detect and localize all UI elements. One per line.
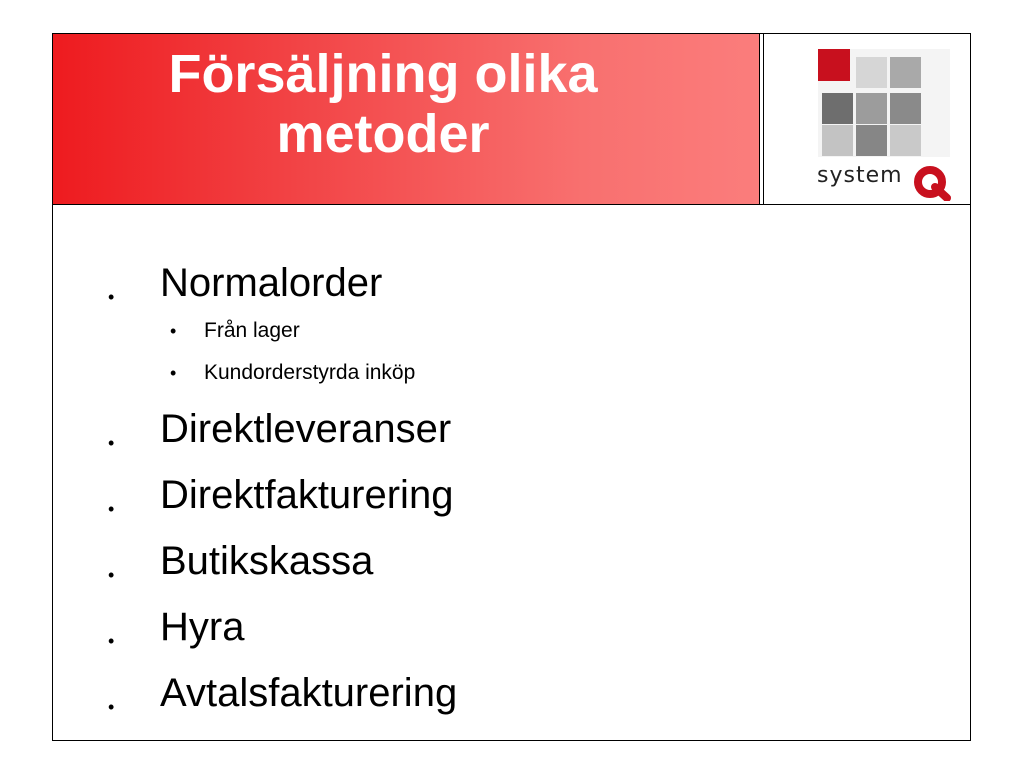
logo-tile (822, 125, 853, 156)
bullet-icon: • (108, 565, 115, 585)
bullet-icon: • (108, 287, 115, 307)
logo-tile (856, 57, 887, 88)
logo-q-icon (913, 165, 951, 201)
list-subitem-label: Kundorderstyrda inköp (204, 361, 416, 384)
list-item-label: Avtalsfakturering (160, 671, 458, 715)
logo-wordmark: system (817, 163, 903, 188)
logo-tile (890, 125, 921, 156)
slide-title (53, 44, 713, 164)
bullet-icon: • (108, 433, 115, 453)
logo-tile (890, 93, 921, 124)
header-divider (763, 34, 764, 204)
list-subitem-label: Från lager (204, 319, 300, 342)
list-item-label: Direktleveranser (160, 407, 452, 451)
bullet-icon: • (170, 321, 177, 341)
logo-tile (822, 93, 853, 124)
bullet-icon: • (108, 697, 115, 717)
title-line-2: metoder (276, 104, 490, 164)
slide-header (53, 34, 970, 205)
logo-tile (890, 57, 921, 88)
logo-tile (856, 93, 887, 124)
list-item-label: Normalorder (160, 261, 383, 305)
systemq-logo (760, 34, 970, 204)
bullet-icon: • (108, 499, 115, 519)
logo-red-square (818, 49, 850, 81)
logo-mosaic-icon (818, 49, 950, 157)
bullet-icon: • (108, 631, 115, 651)
title-line-1: Försäljning olika (168, 44, 598, 104)
list-item-label: Hyra (160, 605, 245, 649)
title-banner (53, 34, 760, 204)
logo-tile (856, 125, 887, 156)
bullet-icon: • (170, 363, 177, 383)
list-item-label: Butikskassa (160, 539, 374, 583)
list-item-label: Direktfakturering (160, 473, 454, 517)
